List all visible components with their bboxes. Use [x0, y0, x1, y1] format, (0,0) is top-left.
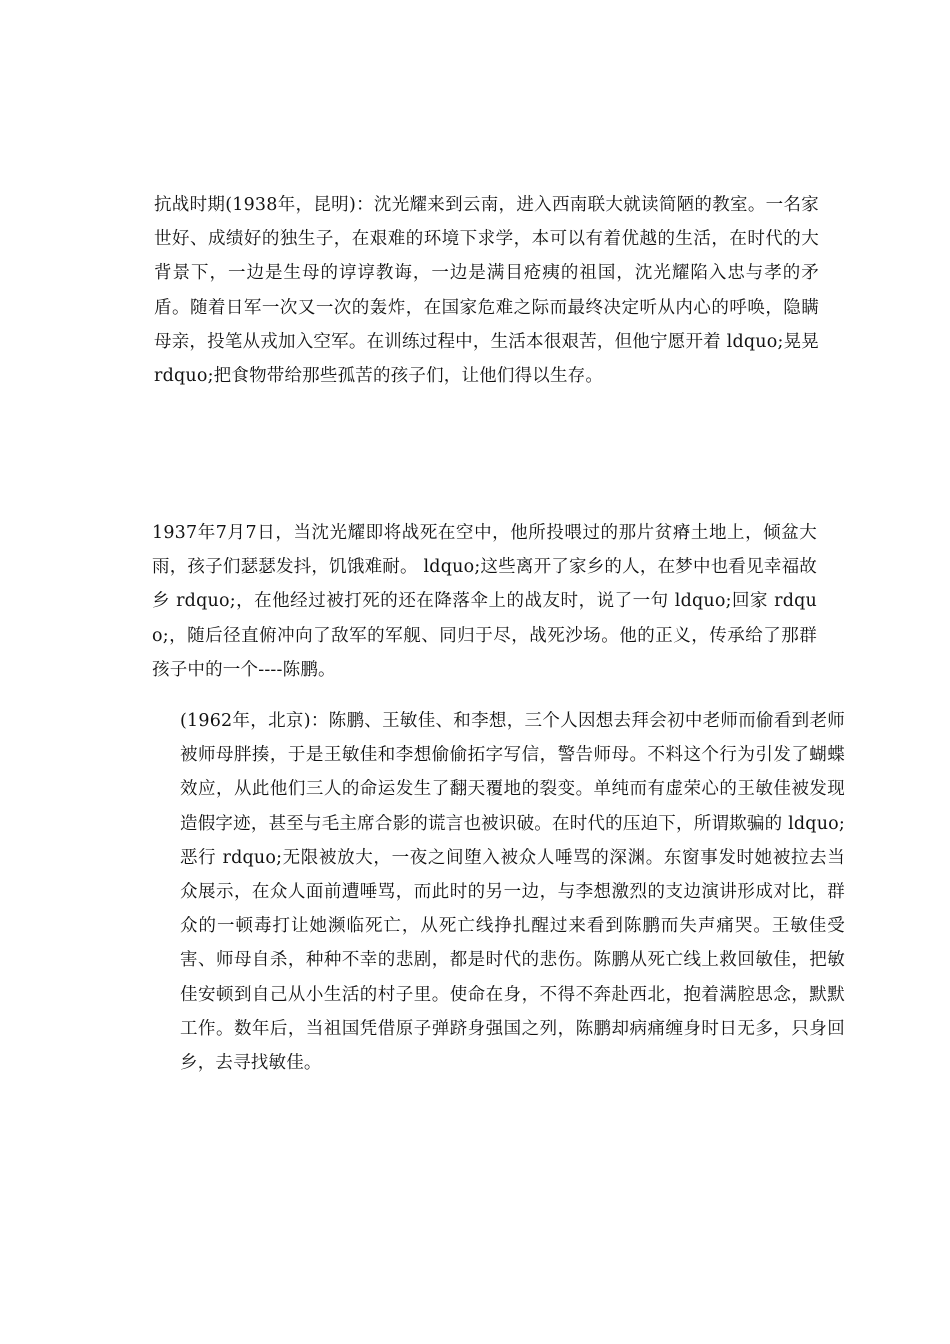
paragraph-1937-sacrifice: 1937年7月7日，当沈光耀即将战死在空中，他所投喂过的那片贫瘠土地上，倾盆大雨，孩子们瑟瑟发抖，饥饿难耐。 ldquo;这些离开了家乡的人，在梦中也看见幸福故乡 rdquo;，在他经过被打死的还在降落伞上的战友时，说了一句 ldquo;回家 rdquo;，随后径直俯冲向了敌军的军舰、同归于尽，战死沙场。他的正义，传承给了那群孩子中的一个----陈鹏。 [152, 523, 817, 680]
document-page [144, 0, 845, 1344]
paragraph-1962-beijing: (1962年，北京)：陈鹏、王敏佳、和李想，三个人因想去拜会初中老师而偷看到老师被师母胖揍，于是王敏佳和李想偷偷拓字写信，警告师母。不料这个行为引发了蝴蝶效应，从此他们三人的命运发生了翻天覆地的裂变。单纯而有虚荣心的王敏佳被发现造假字迹，甚至与毛主席合影的谎言也被识破。在时代的压迫下，所谓欺骗的 ldquo;恶行 rdquo;无限被放大，一夜之间堕入被众人唾骂的深渊。东窗事发时她被拉去当众展示，在众人面前遭唾骂，而此时的另一边，与李想激烈的支边演讲形成对比，群众的一顿毒打让她濒临死亡，从死亡线挣扎醒过来看到陈鹏而失声痛哭。王敏佳受害、师母自杀，种种不幸的悲剧，都是时代的悲伤。陈鹏从死亡线上救回敏佳，把敏佳安顿到自己从小生活的村子里。使命在身，不得不奔赴西北，抱着满腔思念，默默工作。数年后，当祖国凭借原子弹跻身强国之列，陈鹏却病痛缠身时日无多，只身回乡，去寻找敏佳。 [180, 711, 845, 1074]
paragraph-wartime-kunming: 抗战时期(1938年，昆明)：沈光耀来到云南，进入西南联大就读简陋的教室。一名家世好、成绩好的独生子，在艰难的环境下求学，本可以有着优越的生活，在时代的大背景下，一边是生母的谆谆教诲，一边是满目疮痍的祖国，沈光耀陷入忠与孝的矛盾。随着日军一次又一次的轰炸，在国家危难之际而最终决定听从内心的呼唤，隐瞒母亲，投笔从戎加入空军。在训练过程中，生活本很艰苦，但他宁愿开着 ldquo;晃晃 rdquo;把食物带给那些孤苦的孩子们，让他们得以生存。 [154, 195, 819, 387]
